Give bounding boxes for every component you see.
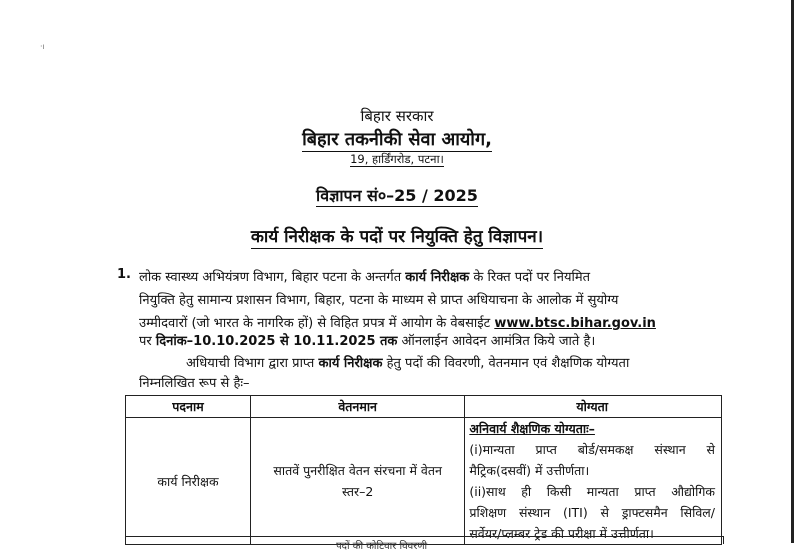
header-pay-scale: वेतनमान xyxy=(251,396,465,418)
text-segment: हेतु पदों की विवरणी, वेतनमान एवं शैक्षणिक योग्यता xyxy=(382,356,630,371)
text-segment: के रिक्त पदों पर नियमित xyxy=(469,270,591,285)
advertisement-title xyxy=(0,224,794,247)
paragraph-line-4 xyxy=(139,331,595,349)
pay-line-2: स्तर–2 xyxy=(342,484,374,499)
paragraph-line-5 xyxy=(186,353,629,371)
paragraph-line-2: नियुक्ति हेतु सामान्य प्रशासन विभाग, बिहार, पटना के माध्यम से प्राप्त अधियाचना के आलोक में सुयोग्य xyxy=(139,293,619,308)
text-segment: उम्मीदवारों (जो भारत के नागरिक हों) से विहित प्रपत्र में आयोग के वेबसाईट xyxy=(139,316,495,331)
qualification-ii-line-2: प्रशिक्षण संस्थान (ITI) से ड्राफ्टसमैन सिविल/ xyxy=(469,505,715,520)
application-dates: दिनांक–10.10.2025 से 10.11.2025 तक xyxy=(155,334,398,349)
scan-mark: ·ı xyxy=(40,42,45,51)
table-header-row xyxy=(126,396,722,418)
commission-address xyxy=(0,152,794,167)
post-details-table xyxy=(125,395,722,545)
header-post: पदनाम xyxy=(126,396,251,418)
advertisement-title-text: कार्य निरीक्षक के पदों पर नियुक्ति हेतु विज्ञापन। xyxy=(250,227,544,247)
text-segment: पर xyxy=(139,334,156,349)
qualification-ii-line-3: सर्वेयर/प्लम्बर ट्रेड की परीक्षा में उत्तीर्णता। xyxy=(469,526,654,541)
commission-heading xyxy=(0,127,794,151)
cell-pay-scale xyxy=(251,418,465,545)
paragraph-line-1 xyxy=(139,267,590,285)
paragraph-number: 1. xyxy=(117,267,131,282)
address-text: 19, हार्डिंगरोड, पटना। xyxy=(350,152,444,166)
next-table-partial xyxy=(125,536,724,552)
post-name-bold: कार्य निरीक्षक xyxy=(318,356,383,371)
post-name-bold: कार्य निरीक्षक xyxy=(405,270,470,285)
qualification-i-line-2: मैट्रिक(दसवीं) में उत्तीर्णता। xyxy=(469,463,590,478)
government-heading: बिहार सरकार xyxy=(360,107,434,125)
commission-name: बिहार तकनीकी सेवा आयोग, xyxy=(302,129,492,150)
website-link[interactable]: www.btsc.bihar.gov.in xyxy=(494,316,656,331)
table-row xyxy=(126,418,722,545)
cell-qualification xyxy=(465,418,722,545)
qualification-ii-line-1: (ii)साथ ही किसी मान्यता प्राप्त औद्योगिक xyxy=(469,484,715,499)
advertisement-number xyxy=(0,184,794,206)
header-qualification: योग्यता xyxy=(465,396,722,418)
paragraph-line-3 xyxy=(139,313,656,331)
text-segment: अधियाची विभाग द्वारा प्राप्त xyxy=(186,356,319,371)
text-segment: ऑनलाईन आवेदन आमंत्रित किये जाते है। xyxy=(397,334,596,349)
next-table-heading: पदों की कोटिवार विवरणी xyxy=(336,541,428,552)
cell-post: कार्य निरीक्षक xyxy=(126,418,251,545)
pay-line-1: सातवें पुनरीक्षित वेतन संरचना में वेतन xyxy=(273,463,442,478)
paragraph-line-6: निम्नलिखित रूप से हैः– xyxy=(139,376,250,391)
text-segment: लोक स्वास्थ्य अभियंत्रण विभाग, बिहार पटना के अन्तर्गत xyxy=(139,270,406,285)
qualification-heading: अनिवार्य शैक्षणिक योग्यताः– xyxy=(469,421,595,436)
advertisement-number-text: विज्ञापन सं०–25 / 2025 xyxy=(316,186,478,205)
qualification-i-line-1: (i)मान्यता प्राप्त बोर्ड/समकक्ष संस्थान से xyxy=(469,442,715,457)
